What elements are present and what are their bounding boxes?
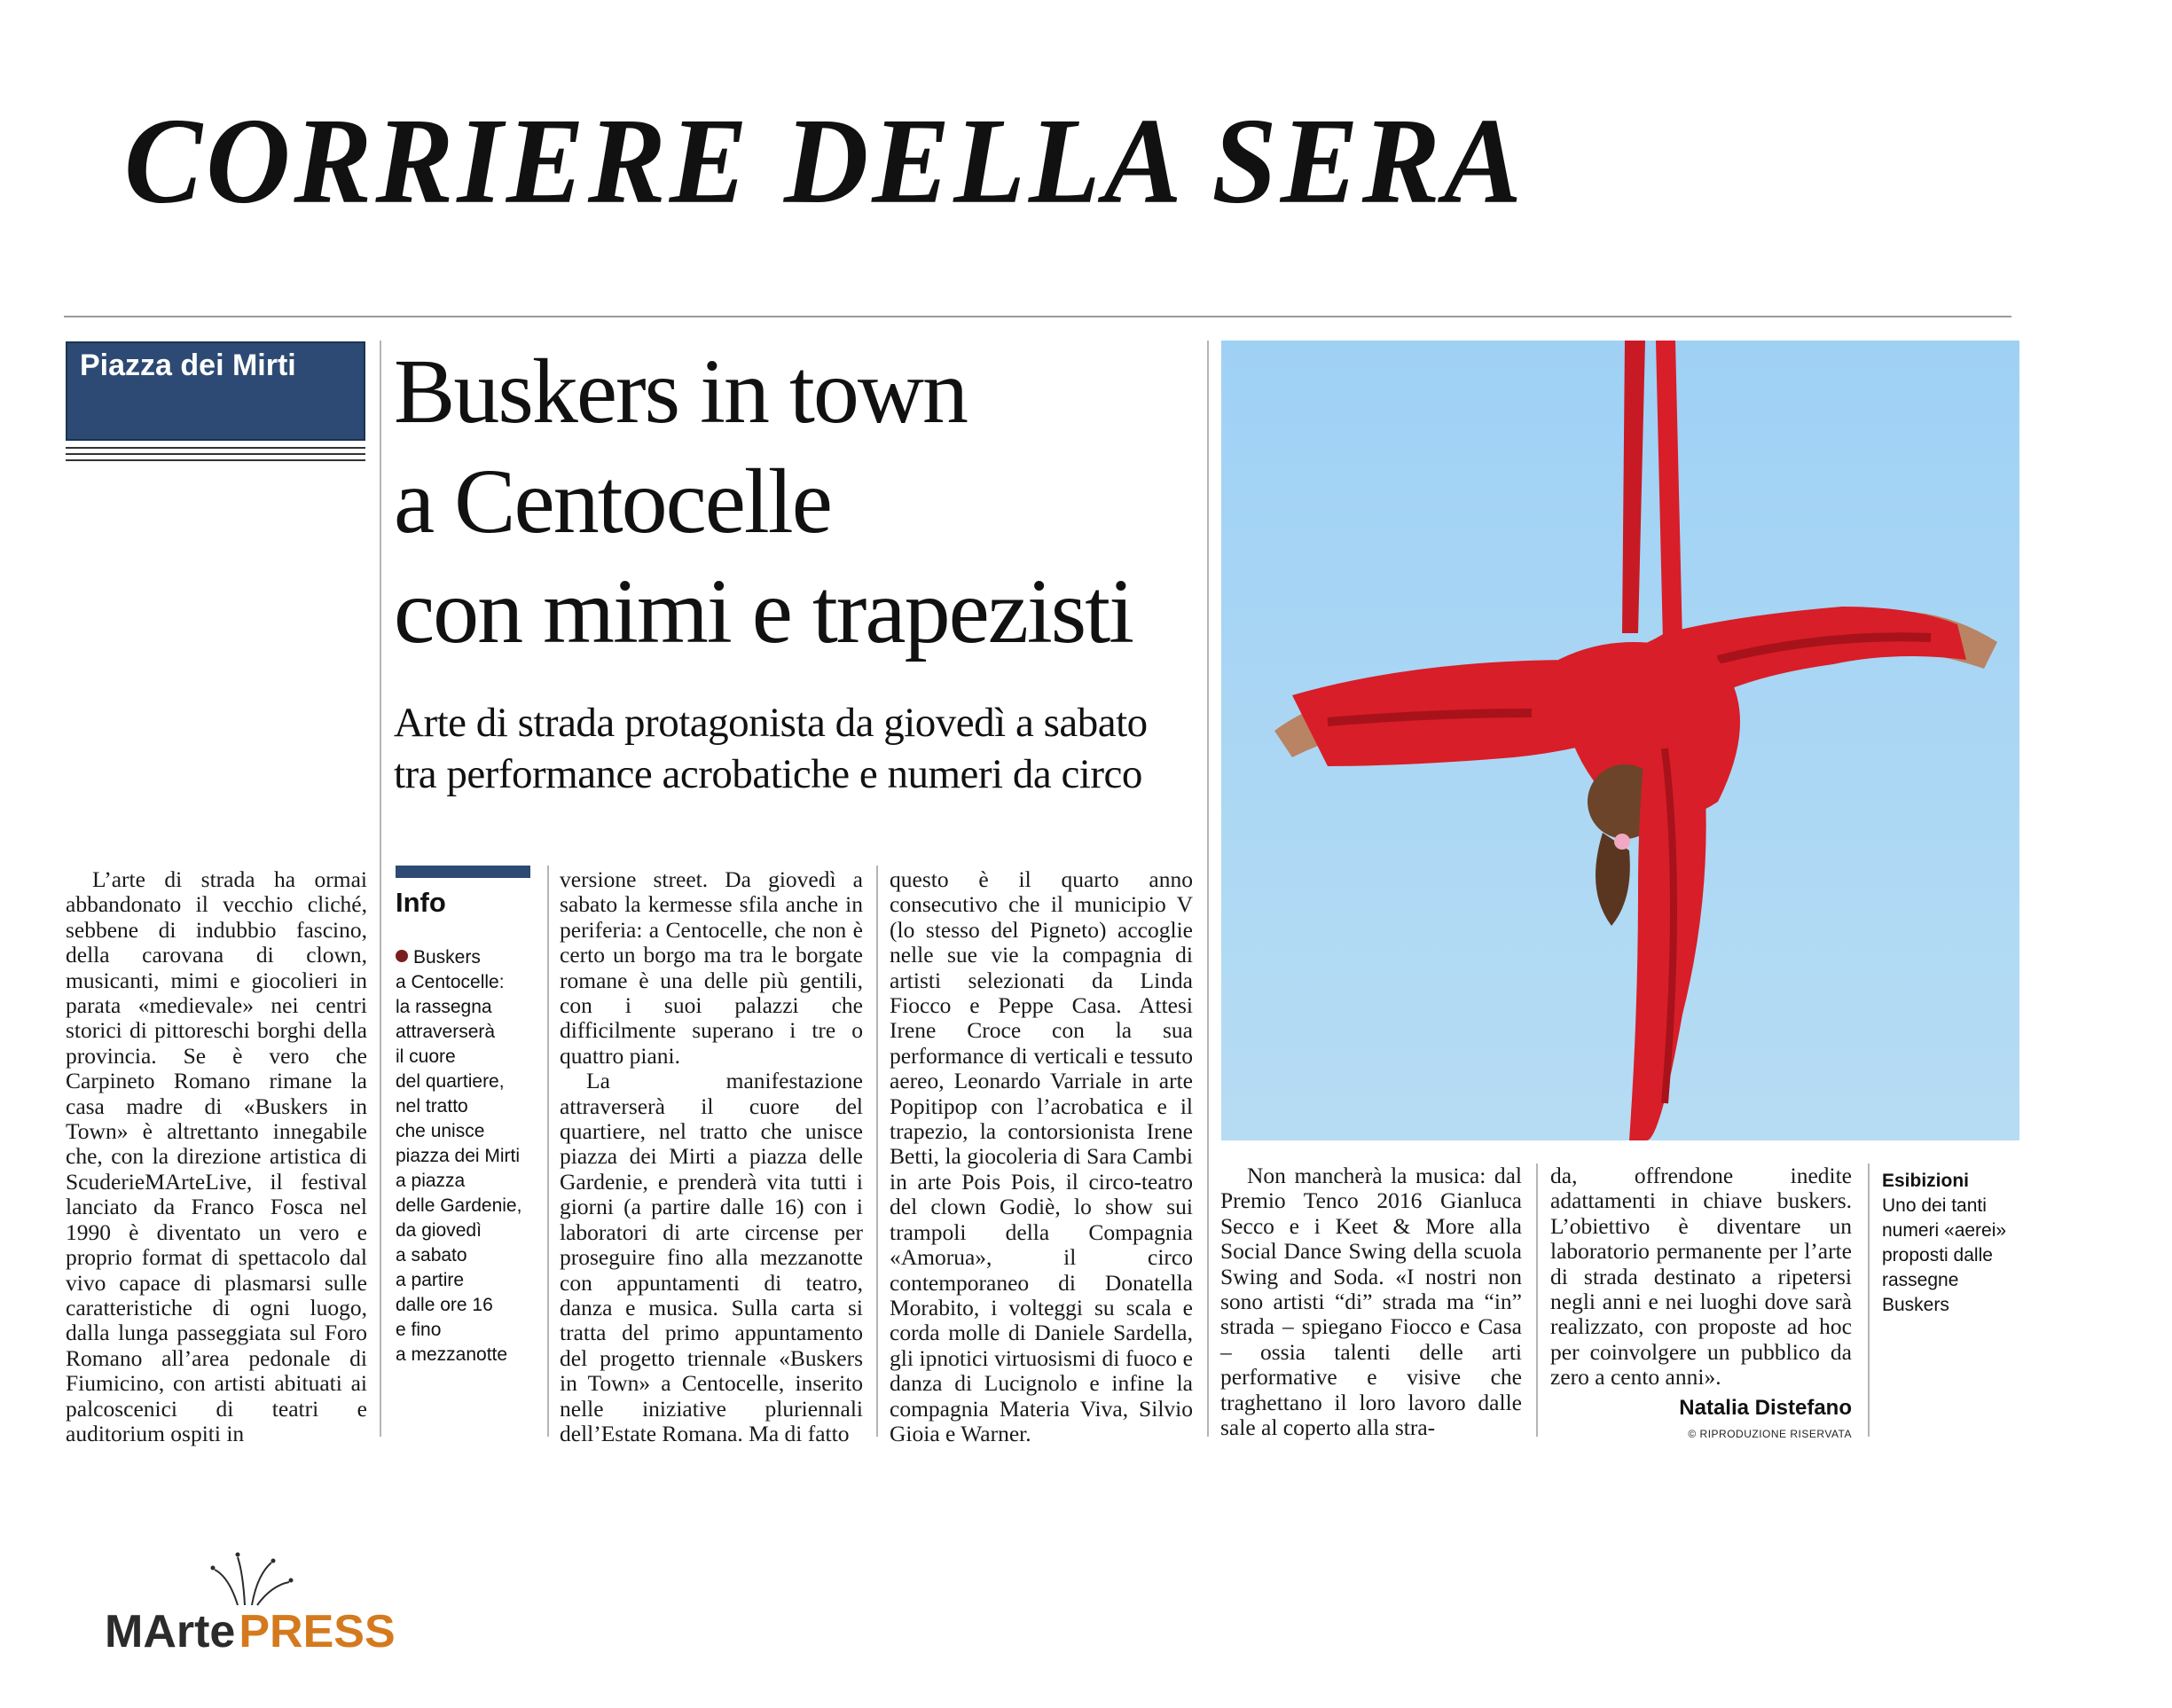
column-rule [380, 341, 381, 1437]
caption-line: proposti dalle [1882, 1245, 1993, 1265]
photo-caption [1882, 1169, 2015, 1318]
headline [394, 337, 1210, 667]
section-tag [66, 341, 365, 441]
info-line: a Centocelle: [396, 972, 505, 992]
info-box-title: Info [396, 887, 446, 918]
info-line: a sabato [396, 1245, 467, 1265]
caption-title: Esibizioni [1882, 1171, 1970, 1191]
info-line: Buskers [396, 945, 537, 970]
info-line: a mezzanotte [396, 1344, 508, 1365]
article-paragraph: La manifestazione attraverserà il cuore del quartiere, nel tratto che unisce piazza dei Mirti a piazza delle Gardenie, e prenderà vita tutti i giorni (a partire dalle 16) con i laboratori di arte circense per proseguire fino alla mezzanotte con appuntamenti di teatro, danza e musica. Sulla carta si tratta del primo appuntamento del progetto triennale «Buskers in Town» a Centocelle, inserito nelle iniziative pluriennali dell’Estate Romana. Ma di fatto [560, 1068, 863, 1446]
header-rule [64, 316, 2011, 317]
info-line: nel tratto [396, 1096, 468, 1116]
caption-line: Buskers [1882, 1295, 1949, 1315]
article-column-1 [66, 867, 367, 1446]
copyright-note: © RIPRODUZIONE RISERVATA [1688, 1428, 1852, 1440]
masthead-title: CORRIERE DELLA SERA [124, 91, 1525, 230]
martepress-logo [105, 1550, 406, 1665]
column-rule [1868, 1163, 1870, 1437]
info-box-bar [396, 866, 530, 878]
article-column-4 [890, 867, 1193, 1446]
info-line: e fino [396, 1320, 442, 1340]
article-paragraph: da, offrendone inedite adattamenti in chiave buskers. L’obiettivo è diventare un laboratorio permanente per l’arte di strada destinato a ripetersi negli anni e nei luoghi dove sarà realizzato, con proposte ad hoc per coinvolgere un pubblico da zero a cento anni». [1550, 1163, 1852, 1391]
article-paragraph: L’arte di strada ha ormai abbandonato il vecchio cliché, sebbene di indubbio fascino, della carovana di clown, musicanti, mimi e giocolieri in parata «medievale» nei centri storici di pittoreschi borghi della provincia. Se è vero che Carpineto Romano rimane la casa madre di «Buskers in Town» è altrettanto innegabile che, con la direzione artistica di ScuderieMArteLive, il festival lanciato da Franco Fosca nel 1990 è diventato un vero e proprio format di spettacolo dal vivo capace di plasmarsi sulle caratteristiche di ogni luogo, dalla lunga passeggiata sul Foro Romano all’area pedonale di Fiumicino, con artisti abituati ai palcoscenici di teatri e auditorium ospiti in [66, 866, 367, 1446]
caption-line: numeri «aerei» [1882, 1220, 2007, 1241]
info-line: a piazza [396, 1171, 466, 1191]
fountain-icon [202, 1550, 309, 1612]
section-tag-rules [66, 447, 365, 466]
info-line: che unisce [396, 1121, 485, 1141]
info-line: piazza dei Mirti [396, 1146, 521, 1166]
info-line: la rassegna [396, 997, 492, 1017]
author-byline: Natalia Distefano [1679, 1396, 1852, 1420]
info-line: del quartiere, [396, 1071, 505, 1092]
bullet-icon [396, 950, 408, 962]
article-column-6 [1550, 1163, 1852, 1391]
headline-line: Buskers in town [394, 341, 967, 443]
info-line: il cuore [396, 1046, 456, 1067]
section-tag-label: Piazza dei Mirti [80, 349, 296, 382]
article-paragraph: Non mancherà la musica: dal Premio Tenco 2016 Gianluca Secco e i Keet & More alla Social Dance Swing della scuola Swing and Soda. «I nostri non sono artisti “di” strada ma “in” strada – spiegano Fiocco e Casa – ossia talenti delle arti performative e visive che traghettano il loro lavoro dalle sale al coperto alla stra- [1220, 1163, 1522, 1441]
logo-press: PRESS [239, 1606, 396, 1657]
headline-line: a Centocelle [394, 451, 831, 552]
caption-line: Uno dei tanti [1882, 1195, 1987, 1216]
info-line: attraverserà [396, 1022, 496, 1042]
info-line: dalle ore 16 [396, 1295, 493, 1315]
article-column-5 [1220, 1163, 1522, 1440]
caption-line: rassegne [1882, 1270, 1959, 1290]
subheadline-line: tra performance acrobatiche e numeri da circo [394, 751, 1142, 797]
info-line: da giovedì [396, 1220, 482, 1241]
article-paragraph: versione street. Da giovedì a sabato la kermesse sfila anche in periferia: a Centocelle, che non è certo un borgo ma tra le borgate romane è una delle più gentili, con i suoi palazzi che difficilmente superano i tre o quattro piani. [560, 866, 863, 1069]
acrobat-photo [1221, 341, 2019, 1140]
info-box-text [396, 945, 537, 1367]
subheadline-line: Arte di strada protagonista da giovedì a sabato [394, 700, 1148, 746]
article-column-3 [560, 867, 863, 1446]
info-line: a partire [396, 1270, 465, 1290]
subheadline [394, 697, 1210, 800]
headline-line: con mimi e trapezisti [394, 560, 1133, 662]
info-line: delle Gardenie, [396, 1195, 522, 1216]
column-rule [1536, 1163, 1538, 1437]
column-rule [876, 866, 878, 1437]
logo-marte: MArte [105, 1606, 236, 1657]
article-paragraph: questo è il quarto anno consecutivo che il municipio V (lo stesso del Pigneto) accoglie nelle sue vie la compagnia di artisti selezionati da Linda Fiocco e Peppe Casa. Attesi Irene Croce con la sua performance di verticali e tessuto aereo, Leonardo Varriale in arte Popitipop con l’acrobatica e il trapezio, la contorsionista Irene Betti, la giocoleria di Sara Cambi in arte Pois Pois, il circo-teatro del clown Godiè, lo show sui trampoli della Compagnia «Amorua», il circo contemporaneo di Donatella Morabito, i volteggi su scala e corda molle di Daniele Sardella, gli ipnotici virtuosismi di fuoco e danza di Lucignolo e infine la compagnia Materia Viva, Silvio Gioia e Warner. [890, 866, 1193, 1446]
column-rule [547, 866, 549, 1437]
